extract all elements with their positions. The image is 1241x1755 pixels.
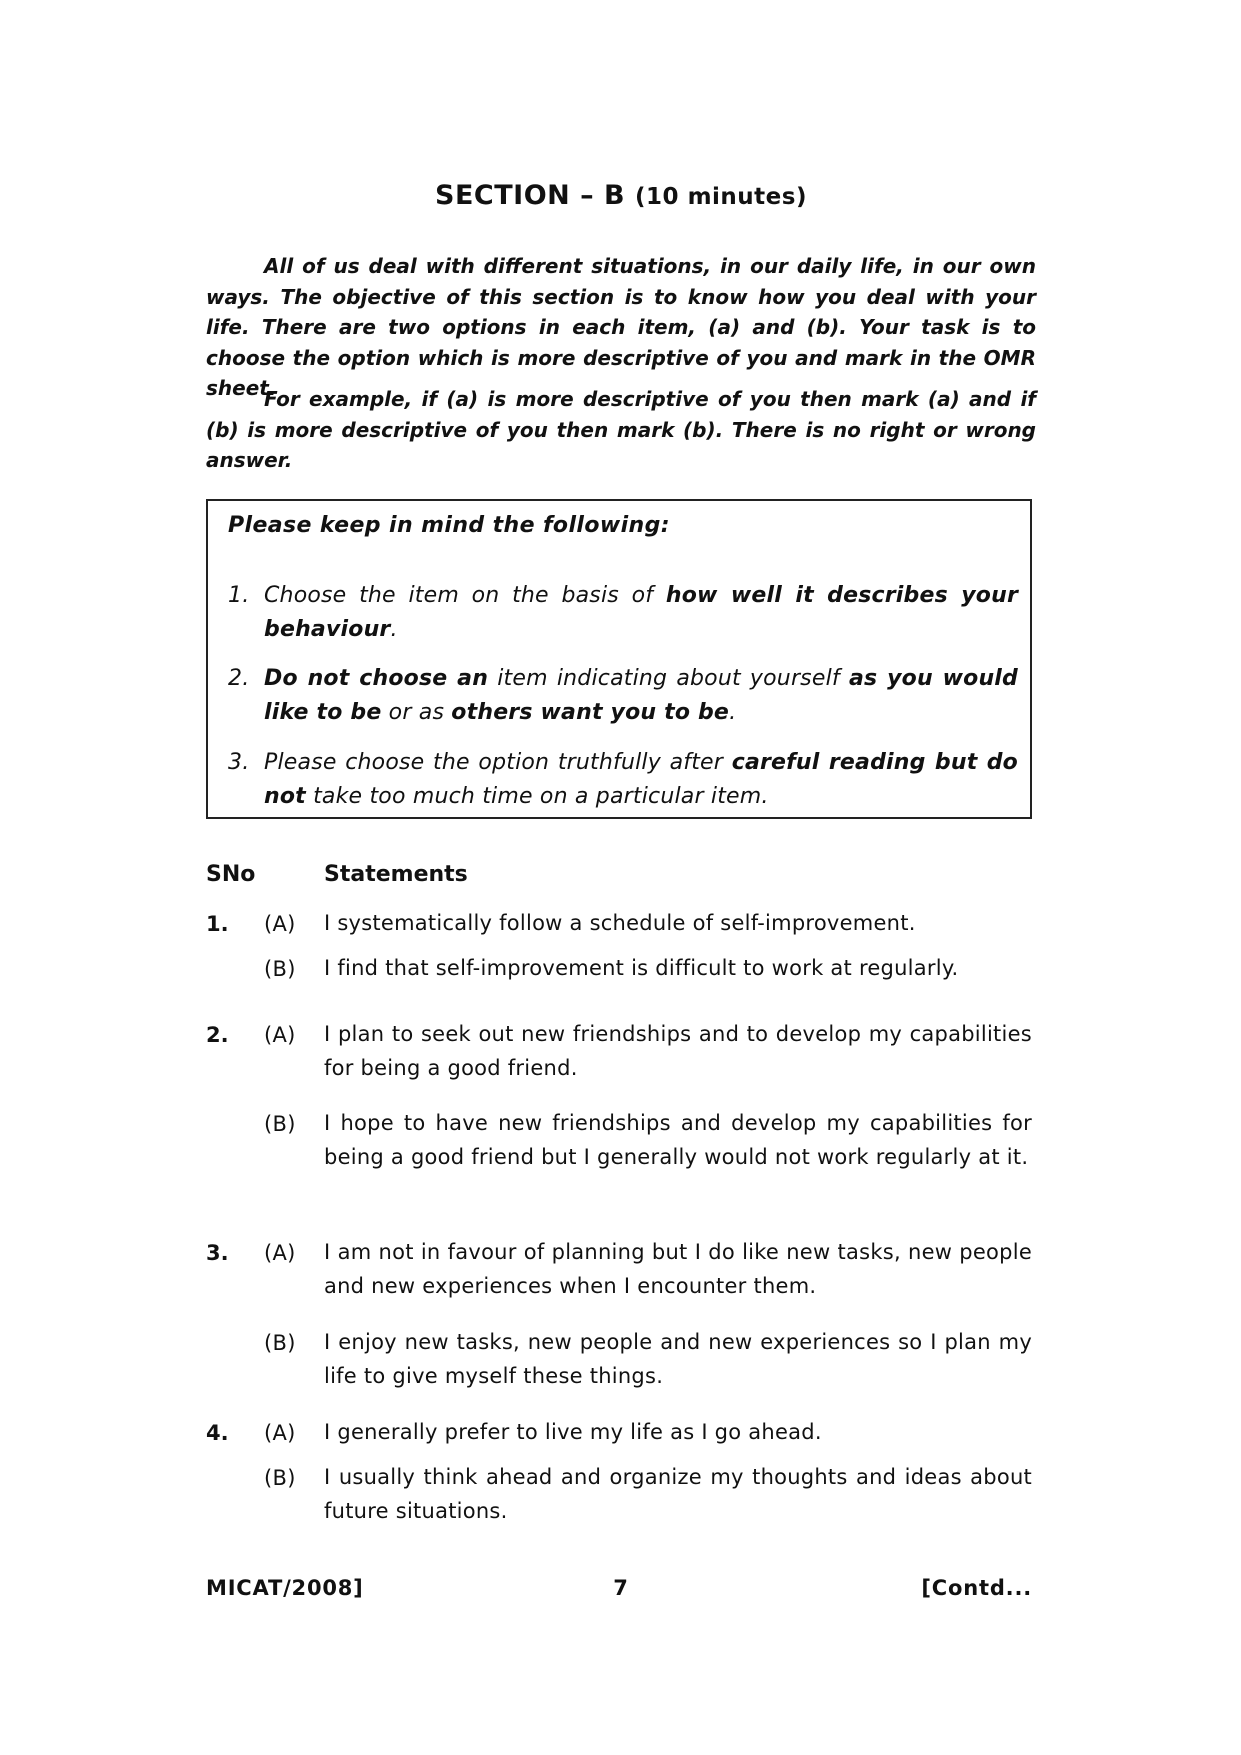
rule-text-emphasis: as you would like to be — [264, 666, 1018, 725]
rule-text-emphasis: how well it describes your behaviour — [264, 583, 1019, 642]
option-label: (B) — [264, 1331, 296, 1355]
rule-text-segment: or as — [381, 699, 452, 725]
option-label: (B) — [264, 1112, 296, 1136]
option-text: I enjoy new tasks, new people and new experiences so I plan my life to give myself these things. — [324, 1330, 1032, 1388]
option-text: I am not in favour of planning but I do like new tasks, new people and new experiences when I encounter them. — [324, 1240, 1032, 1298]
rule-text-segment: Please choose the option truthfully after — [264, 750, 732, 775]
footer-page-number: 7 — [613, 1576, 629, 1600]
section-title — [206, 180, 1036, 211]
intro-paragraph-2: For example, if (a) is more descriptive of you then mark (a) and if (b) is more descriptive of you then mark (b). There is no right or wrong answer. — [206, 387, 1036, 472]
rule-text-emphasis: careful reading but do not — [264, 750, 1018, 809]
rule-text-segment: take too much time on a particular item. — [305, 783, 769, 809]
instructions-heading: Please keep in mind the following: — [228, 513, 670, 538]
rule-text — [264, 579, 1018, 646]
rule-number: 2. — [228, 666, 250, 691]
option-label: (B) — [264, 957, 296, 981]
exam-page — [206, 0, 1036, 1755]
option-text: I systematically follow a schedule of self-improvement. — [324, 911, 916, 935]
rule-text-segment: item indicating about yourself — [488, 666, 849, 691]
column-header-sno: SNo — [206, 862, 256, 887]
option-text: I hope to have new friendships and develop my capabilities for being a good friend but I generally would not work regularly at it. — [324, 1111, 1032, 1169]
item-number: 1. — [206, 912, 229, 936]
option-text: I generally prefer to live my life as I go ahead. — [324, 1420, 822, 1444]
footer-continued: [Contd... — [921, 1576, 1032, 1600]
option-label: (A) — [264, 912, 296, 936]
section-title-time: (10 minutes) — [635, 184, 807, 210]
intro-paragraph-1: All of us deal with different situations, in our daily life, in our own ways. The objective of this section is to know how you deal with your life. There are two options in each item, (a) and (b). Your task is to choose the option which is more descriptive of you and mark in the OMR sheet. — [206, 254, 1036, 400]
rule-number: 3. — [228, 750, 250, 775]
rule-text-emphasis: Do not choose an — [264, 666, 489, 691]
option-label: (A) — [264, 1241, 296, 1265]
item-number: 2. — [206, 1023, 229, 1047]
option-label: (B) — [264, 1466, 296, 1490]
item-number: 3. — [206, 1241, 229, 1265]
option-text: I find that self-improvement is difficult to work at regularly. — [324, 956, 959, 980]
rule-number: 1. — [228, 583, 250, 608]
instruction-rule-1 — [228, 579, 1018, 646]
item-number: 4. — [206, 1421, 229, 1445]
rule-text — [264, 746, 1018, 813]
option-label: (A) — [264, 1421, 296, 1445]
rule-text-segment: Choose the item on the basis of — [264, 583, 666, 608]
rule-text — [264, 662, 1018, 729]
option-text: I usually think ahead and organize my thoughts and ideas about future situations. — [324, 1465, 1032, 1523]
instruction-rule-2 — [228, 662, 1018, 729]
rule-text-emphasis: others want you to be — [451, 699, 730, 725]
column-header-statements: Statements — [324, 862, 468, 887]
rule-text-segment: . — [390, 616, 398, 642]
rule-text-segment: . — [729, 699, 737, 725]
instruction-rule-3 — [228, 746, 1018, 813]
footer-exam-code: MICAT/2008] — [206, 1576, 364, 1600]
option-text: I plan to seek out new friendships and to develop my capabilities for being a good friend. — [324, 1022, 1032, 1080]
section-title-main: SECTION – B — [435, 180, 626, 211]
option-label: (A) — [264, 1023, 296, 1047]
